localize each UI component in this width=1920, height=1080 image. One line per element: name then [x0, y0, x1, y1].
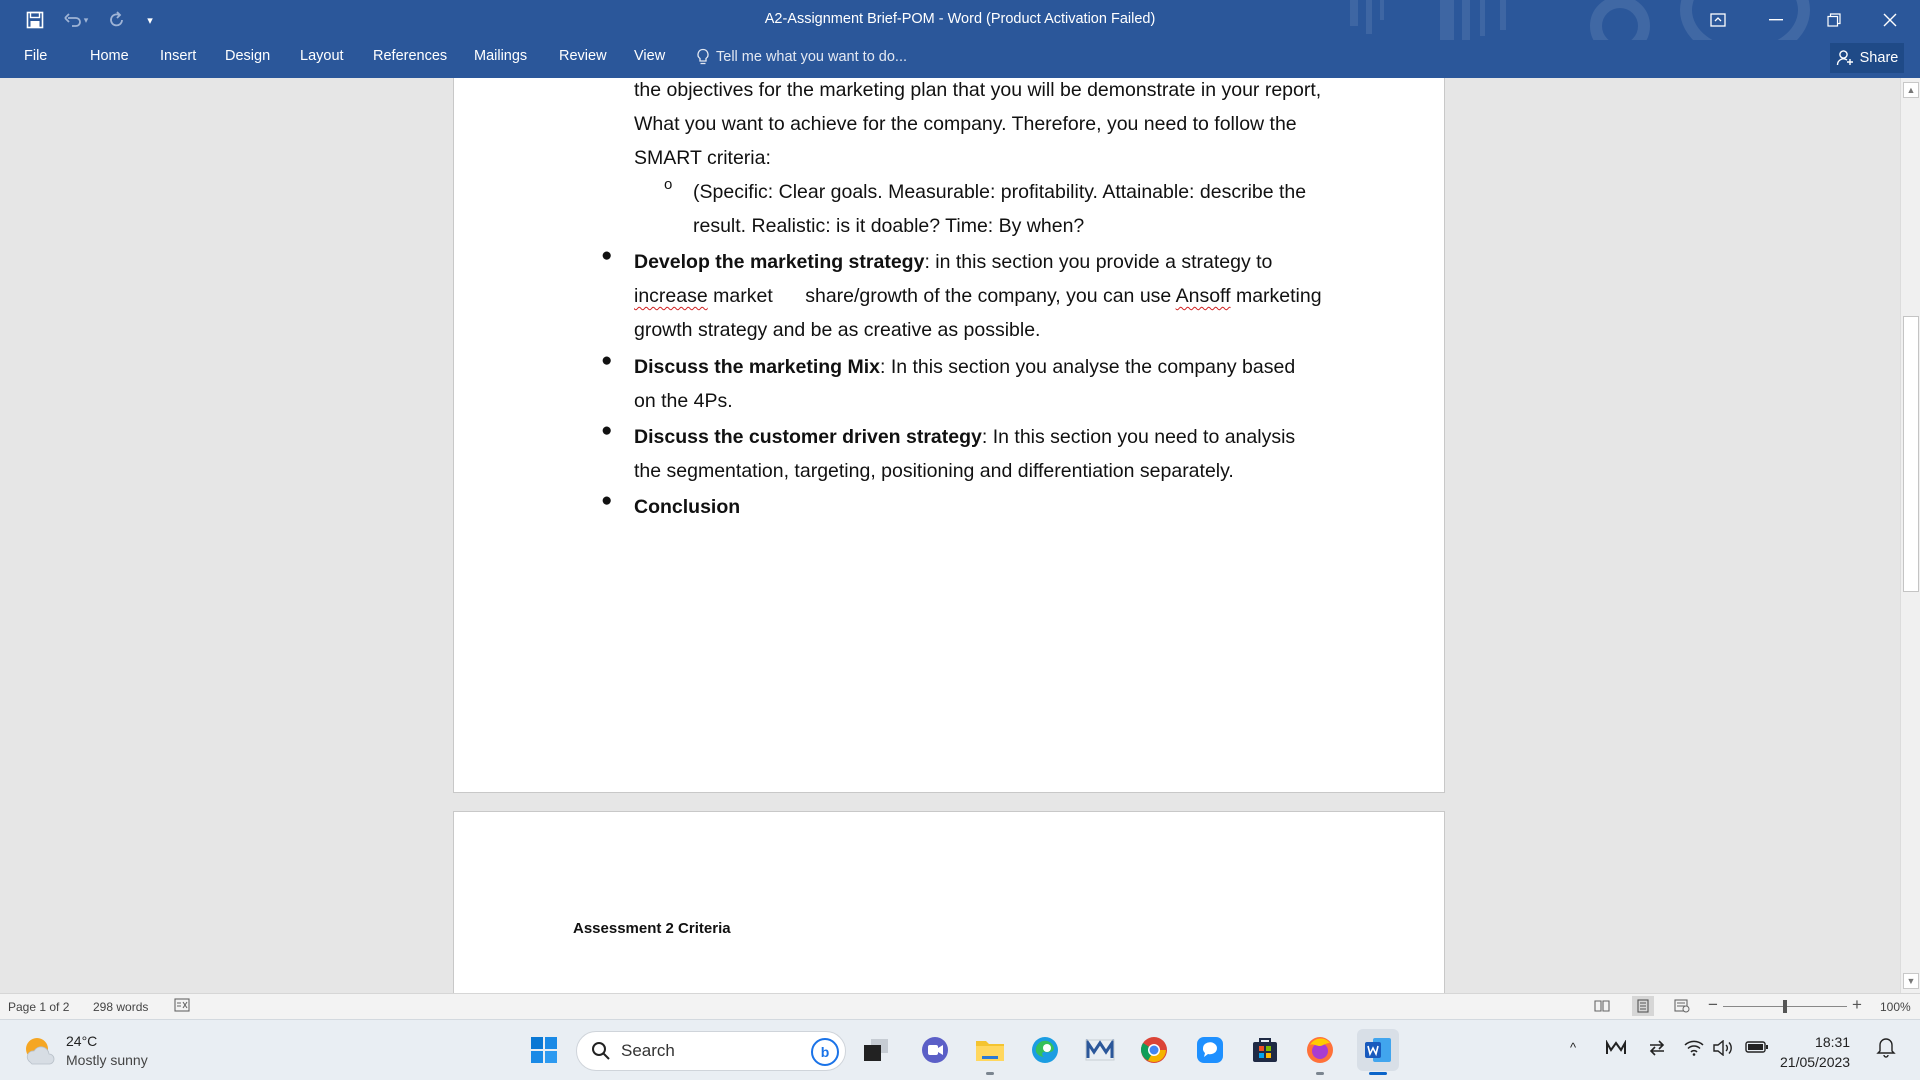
- zoom-slider-thumb[interactable]: [1783, 1000, 1787, 1013]
- bullet-heading: Discuss the customer driven strategy: [634, 426, 982, 448]
- close-icon[interactable]: [1862, 0, 1918, 40]
- list-item: [634, 350, 1323, 385]
- vertical-scrollbar[interactable]: [1900, 78, 1920, 993]
- paragraph-line: result. Realistic: is it doable? Time: By when?: [693, 215, 1085, 237]
- teams-chat-icon[interactable]: [918, 1033, 952, 1067]
- bullet-heading: Discuss the marketing Mix: [634, 356, 880, 378]
- wifi-icon[interactable]: [1684, 1040, 1704, 1060]
- weather-widget[interactable]: [22, 1032, 148, 1070]
- read-mode-icon[interactable]: [1594, 999, 1610, 1016]
- list-item-line: the segmentation, targeting, positioning and differentiation separately.: [634, 460, 1234, 482]
- tell-me-search[interactable]: [696, 48, 907, 66]
- bullet-text: : In this section you analyse the company based: [880, 356, 1296, 378]
- edge-browser-icon[interactable]: [1028, 1033, 1062, 1067]
- tab-mailings[interactable]: Mailings: [474, 48, 528, 64]
- running-indicator: [986, 1072, 994, 1075]
- share-label: Share: [1859, 50, 1899, 66]
- running-indicator: [1316, 1072, 1324, 1075]
- zoom-out-icon[interactable]: −: [1708, 995, 1718, 1014]
- list-item: [634, 245, 1323, 280]
- title-bar: [0, 0, 1920, 40]
- ribbon-tabs: [0, 40, 1920, 78]
- print-layout-icon[interactable]: [1632, 996, 1654, 1016]
- tab-home[interactable]: Home: [90, 48, 129, 64]
- tab-insert[interactable]: Insert: [160, 48, 197, 64]
- messaging-app-icon[interactable]: [1193, 1033, 1227, 1067]
- windows-start-icon[interactable]: [527, 1033, 561, 1067]
- document-area[interactable]: [0, 78, 1900, 993]
- app-m-icon[interactable]: [1083, 1033, 1117, 1067]
- paragraph-line: the objectives for the marketing plan that you will be demonstrate in your report,: [634, 79, 1322, 101]
- tell-me-text: Tell me what you want to do...: [716, 49, 908, 65]
- microsoft-store-icon[interactable]: [1248, 1033, 1282, 1067]
- battery-icon[interactable]: [1745, 1040, 1769, 1058]
- volume-icon[interactable]: [1712, 1040, 1734, 1060]
- list-item: [634, 420, 1323, 455]
- search-icon: [591, 1041, 611, 1061]
- list-item: [634, 490, 1323, 525]
- paragraph-line: SMART criteria:: [634, 147, 771, 169]
- paragraph-line: What you want to achieve for the company. Therefore, you need to follow the: [634, 113, 1297, 135]
- sub-bullet-circle: o: [664, 176, 673, 193]
- bullet-heading: Develop the marketing strategy: [634, 251, 925, 273]
- tab-references[interactable]: References: [373, 48, 448, 64]
- word-count[interactable]: 298 words: [93, 1000, 149, 1014]
- weather-temperature: 24°C: [66, 1033, 98, 1049]
- taskbar-search[interactable]: [576, 1031, 846, 1071]
- tab-design[interactable]: Design: [225, 48, 271, 64]
- bullet-text: market share/growth of the company, you can use: [707, 285, 1176, 307]
- misspelled-word[interactable]: increase: [634, 285, 708, 307]
- search-placeholder: Search: [621, 1041, 675, 1060]
- bullet-dot: ●: [601, 350, 613, 371]
- list-item-line: growth strategy and be as creative as possible.: [634, 319, 1041, 341]
- tab-view[interactable]: View: [634, 48, 666, 64]
- time: 18:31: [1815, 1034, 1851, 1050]
- paragraph-line: (Specific: Clear goals. Measurable: profitability. Attainable: describe the: [693, 181, 1307, 203]
- section-heading: Assessment 2 Criteria: [573, 920, 731, 937]
- bullet-dot: ●: [601, 245, 613, 266]
- task-view-icon[interactable]: [859, 1033, 893, 1067]
- customize-quick-access-icon[interactable]: ▾: [147, 14, 153, 27]
- tab-review[interactable]: Review: [559, 48, 607, 64]
- tab-file[interactable]: File: [24, 48, 48, 64]
- bullet-text: : In this section you need to analysis: [981, 426, 1296, 448]
- lightbulb-icon: [696, 48, 710, 66]
- clock[interactable]: [1780, 1032, 1850, 1072]
- bing-icon[interactable]: b: [811, 1038, 839, 1066]
- weather-description: Mostly sunny: [66, 1052, 148, 1068]
- active-indicator: [1369, 1072, 1387, 1075]
- zoom-level[interactable]: 100%: [1880, 1000, 1911, 1014]
- scroll-thumb[interactable]: [1903, 316, 1919, 592]
- firefox-icon[interactable]: [1303, 1033, 1337, 1067]
- undo-icon[interactable]: ▾: [58, 8, 94, 32]
- date: 21/05/2023: [1780, 1054, 1851, 1070]
- scroll-down-arrow-icon[interactable]: ▼: [1903, 973, 1919, 989]
- minimize-icon[interactable]: [1748, 0, 1804, 40]
- sun-cloud-icon: [22, 1034, 56, 1068]
- notifications-icon[interactable]: [1876, 1036, 1896, 1062]
- page-count[interactable]: Page 1 of 2: [8, 1000, 70, 1014]
- restore-icon[interactable]: [1806, 0, 1862, 40]
- bullet-text: marketing: [1230, 285, 1322, 307]
- person-add-icon: [1836, 49, 1854, 67]
- window-title: A2-Assignment Brief-POM - Word (Product Activation Failed): [764, 11, 1156, 27]
- status-bar: [0, 993, 1920, 1019]
- document-page-2[interactable]: [453, 811, 1445, 993]
- word-icon[interactable]: [1357, 1029, 1399, 1071]
- web-layout-icon[interactable]: [1674, 999, 1690, 1016]
- misspelled-word[interactable]: Ansoff: [1175, 285, 1231, 307]
- tray-transfer-icon[interactable]: [1648, 1040, 1666, 1060]
- document-page-1[interactable]: [453, 78, 1445, 793]
- list-item-line: [634, 279, 1323, 314]
- taskbar: [0, 1019, 1920, 1080]
- chrome-icon[interactable]: [1137, 1033, 1171, 1067]
- tab-layout[interactable]: Layout: [300, 48, 344, 64]
- bullet-dot: ●: [601, 420, 613, 441]
- bullet-heading: Conclusion: [634, 496, 741, 518]
- bullet-dot: ●: [601, 490, 613, 511]
- scroll-up-arrow-icon[interactable]: ▲: [1903, 82, 1919, 98]
- list-item-line: on the 4Ps.: [634, 390, 733, 412]
- tray-m-icon[interactable]: [1605, 1040, 1627, 1060]
- file-explorer-icon[interactable]: [973, 1033, 1007, 1067]
- share-button[interactable]: [1830, 43, 1904, 73]
- show-hidden-icons-icon[interactable]: ^: [1570, 1040, 1577, 1055]
- bullet-text: : in this section you provide a strategy to: [924, 251, 1273, 273]
- zoom-in-icon[interactable]: +: [1852, 995, 1862, 1014]
- ribbon-display-options-icon[interactable]: [1690, 0, 1746, 40]
- proofing-icon[interactable]: [174, 998, 190, 1015]
